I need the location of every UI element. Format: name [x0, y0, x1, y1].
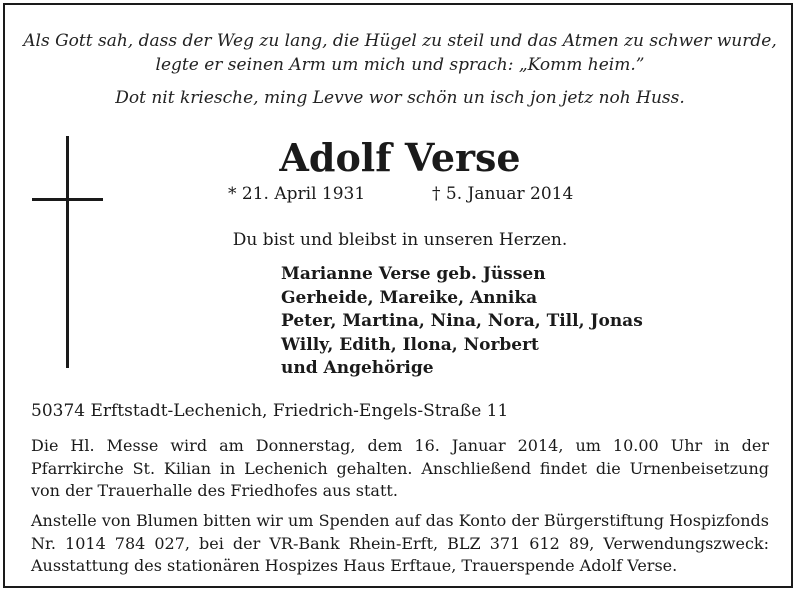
motto-verse: [0, 29, 800, 77]
mass-notice: Die Hl. Messe wird am Donnerstag, dem 16. Januar 2014, um 10.00 Uhr in der Pfarrkirche St. Kilian in Lechenich gehalten. Anschließend findet die Urnenbeisetzung von der Trauerhalle des Friedhofes aus statt.: [31, 436, 769, 500]
family-line: Peter, Martina, Nina, Nora, Till, Jonas: [281, 311, 643, 331]
cross-icon-vertical: [66, 136, 69, 368]
motto-dialect: Dot nit kriesche, ming Levve wor schön un isch jon jetz noh Huss.: [115, 88, 685, 108]
memorial-message: Du bist und bleibst in unseren Herzen.: [232, 230, 568, 250]
family-address: 50374 Erftstadt-Lechenich, Friedrich-Engels-Straße 11: [31, 401, 509, 421]
motto-line-2: legte er seinen Arm um mich und sprach: „Komm heim.”: [155, 55, 645, 75]
cross-icon-horizontal: [32, 198, 103, 201]
family-line: und Angehörige: [281, 358, 434, 378]
birth-date: * 21. April 1931: [228, 184, 366, 204]
deceased-name: Adolf Verse: [279, 135, 521, 180]
family-line: Willy, Edith, Ilona, Norbert: [281, 334, 539, 355]
motto-line-1: Als Gott sah, dass der Weg zu lang, die Hügel zu steil und das Atmen zu schwer wurde,: [23, 31, 777, 51]
donation-notice: Anstelle von Blumen bitten wir um Spenden auf das Konto der Bürgerstiftung Hospizfonds Nr. 1014 784 027, bei der VR-Bank Rhein-Erft, BLZ 371 612 89, Verwendungszweck: Ausstattung des stationären Hospizes Haus Erftaue, Trauerspende Adolf Verse.: [31, 511, 769, 575]
family-line: Gerheide, Mareike, Annika: [281, 287, 538, 308]
family-list: [281, 263, 643, 381]
death-date: † 5. Januar 2014: [432, 184, 574, 204]
family-line: Marianne Verse geb. Jüssen: [281, 264, 546, 284]
